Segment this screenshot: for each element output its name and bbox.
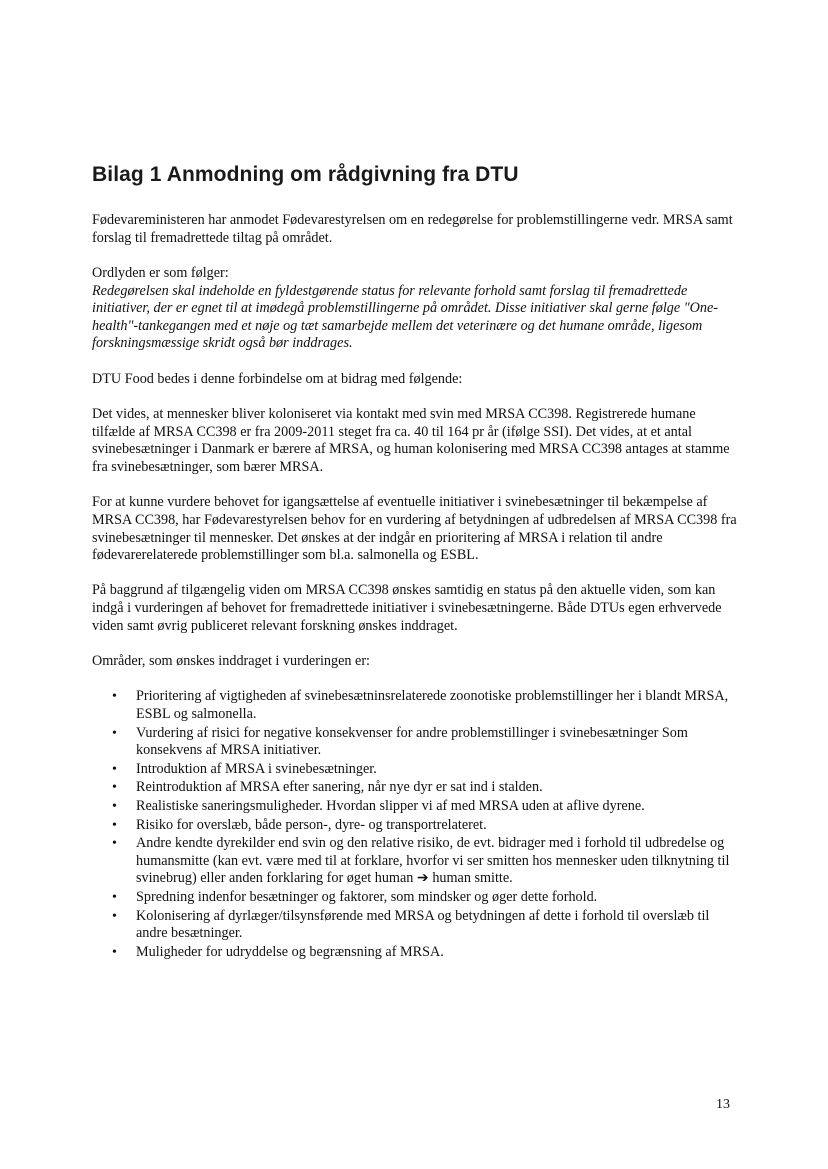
list-item: • Risiko for overslæb, både person-, dyre- og transportrelateret. (92, 817, 742, 835)
list-item: • Vurdering af risici for negative konsekvenser for andre problemstillinger i svinebesætninger Som konsekvens af MRSA initiativer. (92, 725, 742, 760)
list-item: • Realistiske saneringsmuligheder. Hvordan slipper vi af med MRSA uden at aflive dyrene. (92, 798, 742, 816)
paragraph-wording-quote (92, 283, 742, 353)
quote-text: Redegørelsen skal indeholde en fyldestgørende status for relevante forhold samt forslag til fremadrettede initiativer, der er egnet til at imødegå problemstillingerne på området. Disse initiativer skal gerne følge "One-health"-tankegangen med et nøje og tæt samarbejde mellem det veterinære og det humane område, ligesom forskningsmæssige skridt også bør inddrages. (92, 282, 719, 352)
paragraph-areas-intro: Områder, som ønskes inddraget i vurderingen er: (92, 653, 370, 670)
list-item: • Prioritering af vigtigheden af svinebesætninsrelaterede zoonotiske problemstillinger her i blandt MRSA, ESBL og salmonella. (92, 688, 742, 723)
paragraph-request: Fødevareministeren har anmodet Fødevarestyrelsen om en redegørelse for problemstillingerne vedr. MRSA samt forslag til fremadrettede tiltag på området. (92, 212, 733, 246)
list-item: • Introduktion af MRSA i svinebesætninger. (92, 761, 742, 779)
paragraph-assessment: For at kunne vurdere behovet for igangsættelse af eventuelle initiativer i svinebesætninger til bekæmpelse af MRSA CC398, har Fødevarestyrelsen behov for en vurdering af betydningen af udbredelsen af MRSA CC398 fra svinebesætninger til mennesker. Det ønskes at der indgår en prioritering af MRSA i relation til andre fødevarerelaterede problemstillinger som bl.a. salmonella og ESBL. (92, 494, 737, 564)
list-item: • Andre kendte dyrekilder end svin og den relative risiko, de evt. bidrager med i forhold til udbredelse og humansmitte (kan evt. være med til at forklare, hvorfor vi ser smitten hos mennesker uden tilknytning til svinebrug) eller anden forklaring for øget human ➔ human smitte. (92, 835, 742, 888)
page-number: 13 (716, 1097, 730, 1112)
list-item: • Spredning indenfor besætninger og faktorer, som mindsker og øger dette forhold. (92, 889, 742, 907)
list-item: • Kolonisering af dyrlæger/tilsynsførende med MRSA og betydningen af dette i forhold til overslæb til andre besætninger. (92, 908, 742, 943)
paragraph-colonization: Det vides, at mennesker bliver koloniseret via kontakt med svin med MRSA CC398. Registrerede humane tilfælde af MRSA CC398 er fra 2009-2011 steget fra ca. 40 til 164 pr år (ifølge SSI). Det vides, at et antal svinebesætninger i Danmark er bærere af MRSA, og human kolonisering med MRSA CC398 antages at stamme fra svinebesætninger, som bærer MRSA. (92, 406, 730, 475)
areas-list (92, 688, 742, 961)
paragraph-wording-intro: Ordlyden er som følger: (92, 264, 229, 281)
page-title: Bilag 1 Anmodning om rådgivning fra DTU (92, 163, 519, 186)
list-item: • Muligheder for udryddelse og begrænsning af MRSA. (92, 944, 742, 962)
list-item: • Reintroduktion af MRSA efter sanering, når nye dyr er sat ind i stalden. (92, 779, 742, 797)
document-body (92, 212, 742, 962)
paragraph-status: På baggrund af tilgængelig viden om MRSA CC398 ønskes samtidig en status på den aktuelle viden, som kan indgå i vurderingen af behovet for fremadrettede initiativer i svinebesætningerne. Både DTUs egen erhvervede viden samt øvrig publiceret relevant forskning ønskes inddraget. (92, 582, 722, 634)
paragraph-dtu-food: DTU Food bedes i denne forbindelse om at bidrag med følgende: (92, 370, 463, 387)
